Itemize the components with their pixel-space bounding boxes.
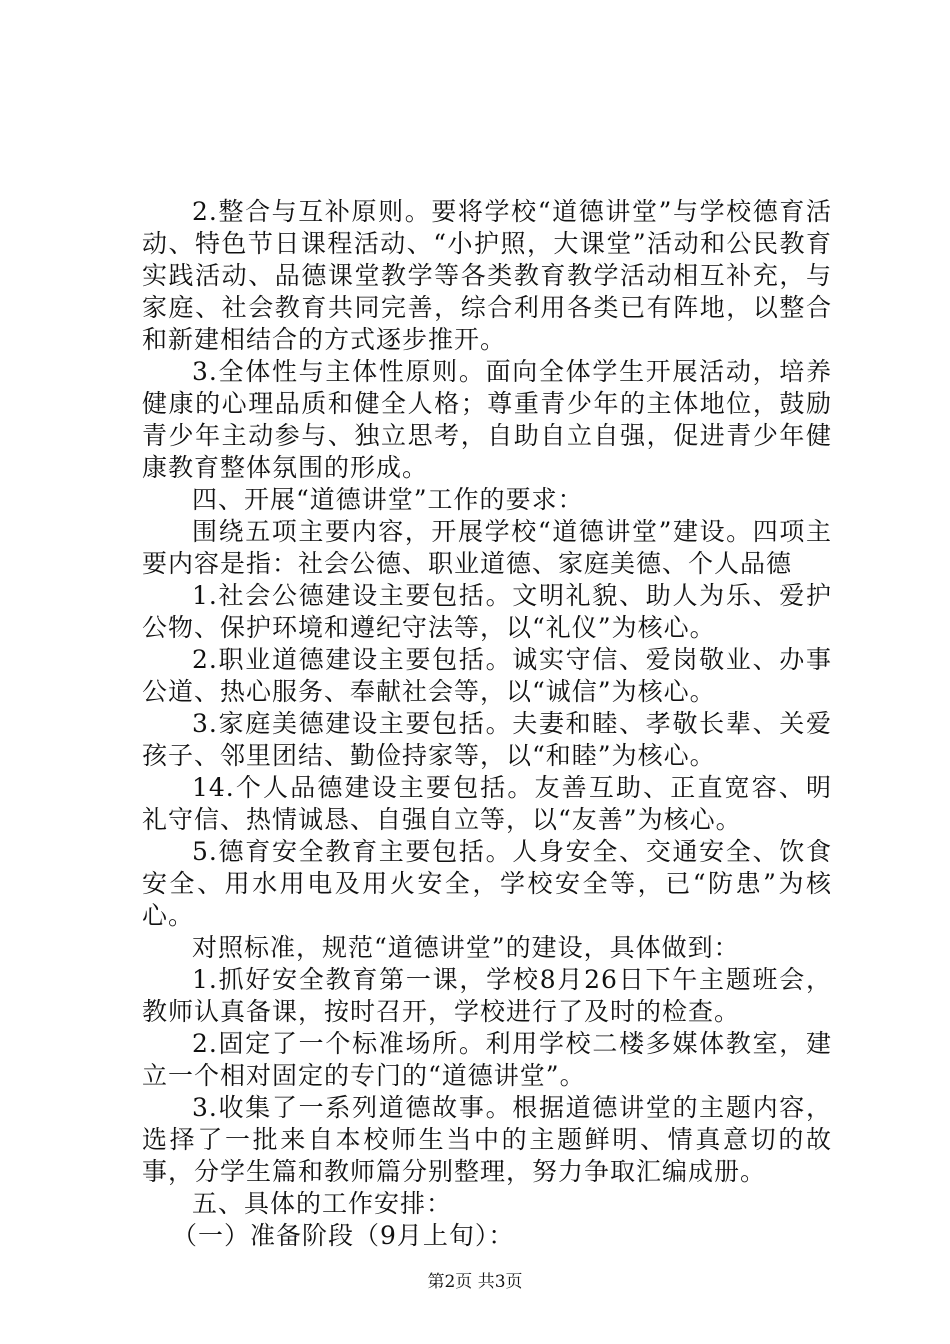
page-footer: 第2页 共3页 (427, 1272, 523, 1292)
list-item-fixed-venue: 2.固定了一个标准场所。利用学校二楼多媒体教室，建立一个相对固定的专门的“道德讲堂”。 (142, 1029, 832, 1090)
list-item-social-ethics: 1.社会公德建设主要包括。文明礼貌、助人为乐、爱护公物、保护环境和遵纪守法等，以“礼仪”为核心。 (142, 581, 832, 642)
paragraph-five-contents: 围绕五项主要内容，开展学校“道德讲堂”建设。四项主要内容是指：社会公德、职业道德、家庭美德、个人品德 (142, 517, 832, 578)
list-item-family-virtues: 3.家庭美德建设主要包括。夫妻和睦、孝敬长辈、关爱孩子、邻里团结、勤俭持家等，以“和睦”为核心。 (142, 709, 832, 770)
document-body (142, 196, 832, 1252)
list-item-moral-stories: 3.收集了一系列道德故事。根据道德讲堂的主题内容，选择了一批来自本校师生当中的主题鲜明、情真意切的故事，分学生篇和教师篇分别整理，努力争取汇编成册。 (142, 1093, 832, 1186)
paragraph-standards: 对照标准，规范“道德讲堂”的建设，具体做到： (192, 933, 740, 962)
subheading-preparation-stage: （一）准备阶段（9月上旬）： (172, 1221, 515, 1250)
section-heading-requirements: 四、开展“道德讲堂”工作的要求： (192, 485, 584, 514)
list-item-personal-character: 14.个人品德建设主要包括。友善互助、正直宽容、明礼守信、热情诚恳、自强自立等，以“友善”为核心。 (142, 773, 832, 834)
paragraph-integration-principle: 2.整合与互补原则。要将学校“道德讲堂”与学校德育活动、特色节日课程活动、“小护照，大课堂”活动和公民教育实践活动、品德课堂教学等各类教育教学活动相互补充，与家庭、社会教育共同完善，综合利用各类已有阵地，以整合和新建相结合的方式逐步推开。 (142, 197, 832, 354)
list-item-first-lesson: 1.抓好安全教育第一课，学校8月26日下午主题班会，教师认真备课，按时召开，学校进行了及时的检查。 (142, 965, 832, 1026)
paragraph-whole-subject-principle: 3.全体性与主体性原则。面向全体学生开展活动，培养健康的心理品质和健全人格；尊重青少年的主体地位，鼓励青少年主动参与、独立思考，自助自立自强，促进青少年健康教育整体氛围的形成。 (142, 357, 832, 482)
list-item-safety-education: 5.德育安全教育主要包括。人身安全、交通安全、饮食安全、用水用电及用火安全，学校安全等，已“防患”为核心。 (142, 837, 832, 930)
section-heading-work-arrangement: 五、具体的工作安排： (192, 1189, 453, 1218)
list-item-professional-ethics: 2.职业道德建设主要包括。诚实守信、爱岗敬业、办事公道、热心服务、奉献社会等，以“诚信”为核心。 (142, 645, 832, 706)
